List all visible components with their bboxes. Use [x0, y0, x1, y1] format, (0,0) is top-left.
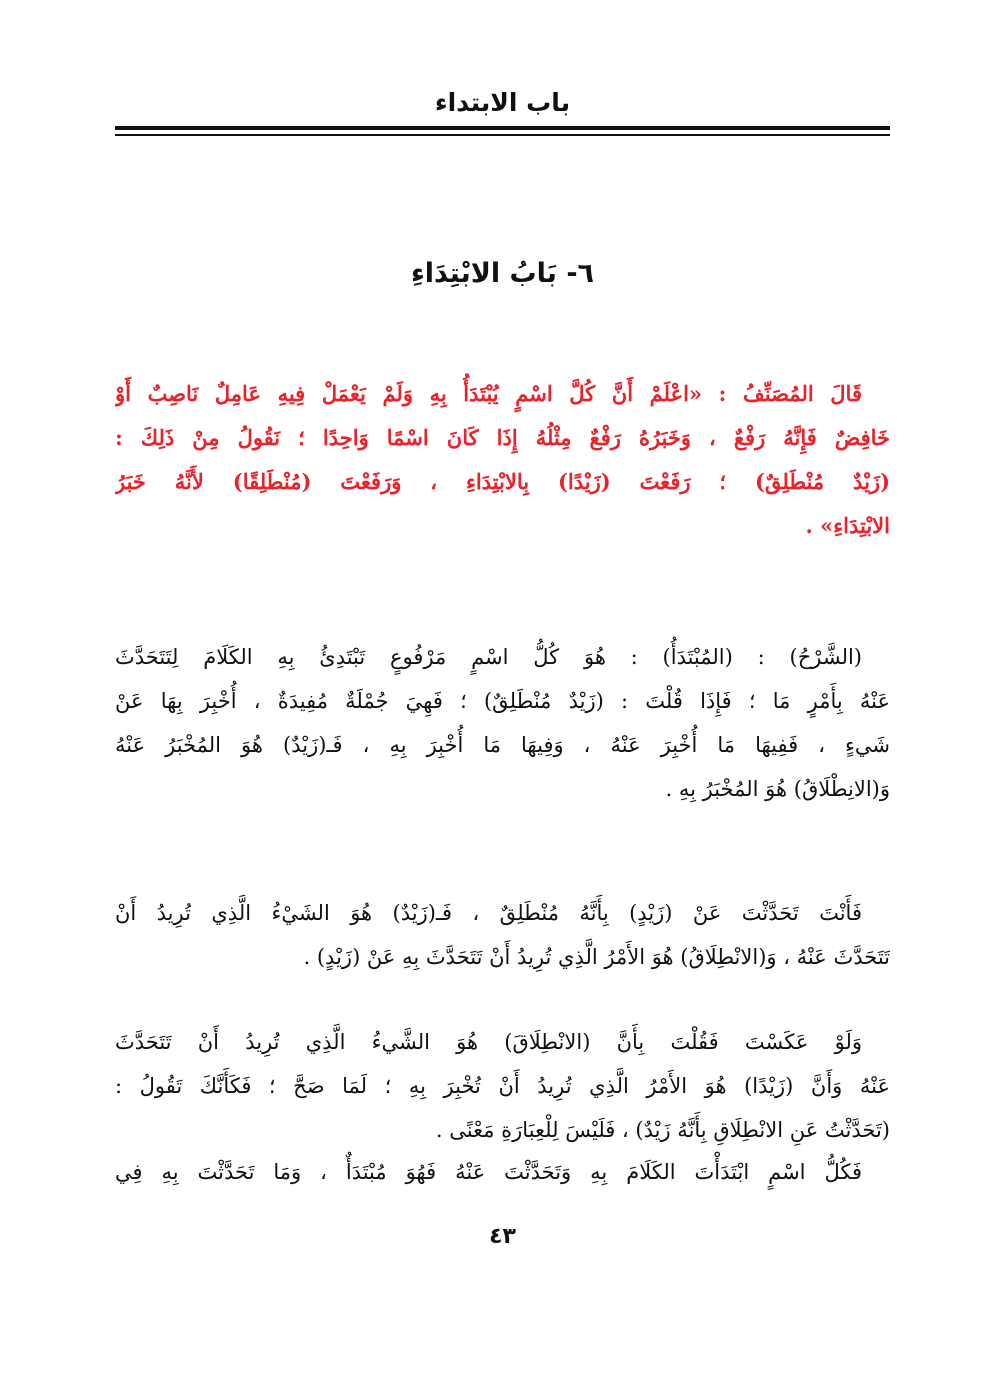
quote-line: قَالَ المُصَنِّفُ : «اعْلَمْ أَنَّ كُلَّ اسْمٍ يُبْتَدَأُ بِهِ وَلَمْ يَعْمَلْ فِيهِ عَامِلٌ نَاصِبٌ أَوْ	[115, 381, 862, 406]
paragraph-line: فَأَنْتَ تَحَدَّثْتَ عَنْ (زَيْدٍ) بِأَنَّهُ مُنْطَلِقٌ ، فَـ(زَيْدٌ) هُوَ الشَيْءُ الَّذِي تُرِيدُ أَنْ	[115, 901, 862, 925]
paragraph-line: وَلَوْ عَكَسْتَ فَقُلْتَ بِأَنَّ (الانْطِلَاقَ) هُوَ الشَّيءُ الَّذِي تُرِيدُ أَنْ تَتَحَدَّثَ	[115, 1030, 862, 1054]
quote-line: (زَيْدٌ مُنْطَلِقٌ) ؛ رَفَعْتَ (زَيْدًا) بِالابْتِدَاءِ ، وَرَفَعْتَ (مُنْطَلِقًا) لأَنَّهُ خَبَرُ	[115, 469, 890, 494]
commentary-paragraph	[115, 891, 890, 979]
quote-line: الابْتِدَاءِ» .	[805, 513, 890, 538]
author-quote	[115, 372, 890, 548]
paragraph-line: تَتَحَدَّثَ عَنْهُ ، وَ(الانْطِلَاقُ) هُوَ الأَمْرُ الَّذِي تُرِيدُ أَنْ تَتَحَدَّثَ بِهِ عَنْ (زَيْدٍ) .	[303, 945, 890, 969]
commentary-paragraph	[115, 635, 890, 811]
paragraph-line: (تَحَدَّثْتُ عَنِ الانْطِلَاقِ بِأَنَّهُ زَيْدٌ) ، فَلَيْسَ لِلْعِبَارَةِ مَعْنًى .	[435, 1118, 890, 1142]
commentary-paragraph	[115, 1020, 890, 1152]
header-rule-thick	[115, 126, 890, 130]
paragraph-line: شَيءٍ ، فَفِيهَا مَا أُخْبِرَ عَنْهُ ، وَفِيهَا مَا أُخْبِرَ بِهِ ، فَـ(زَيْدٌ) هُوَ المُخْبَرُ عَنْهُ	[115, 733, 890, 757]
quote-line: خَافِضٌ فَإِنَّهُ رَفْعٌ ، وَخَبَرُهُ رَفْعٌ مِثْلُهُ إِذَا كَانَ اسْمًا وَاحِدًا ؛ نَقُولُ مِنْ ذَلِكَ :	[115, 425, 890, 450]
paragraph-line: عَنْهُ بِأَمْرٍ مَا ؛ فَإِذَا قُلْتَ : (زَيْدٌ مُنْطَلِقٌ) ؛ فَهِيَ جُمْلَةٌ مُفِيدَةٌ ، أُخْبِرَ بِهَا عَنْ	[115, 689, 890, 713]
paragraph-line: وَ(الانِطْلَاقُ) هُوَ المُخْبَرُ بِهِ .	[665, 777, 890, 801]
header-rule-thin	[115, 134, 890, 136]
paragraph-line: عَنْهُ وَأَنَّ (زَيْدًا) هُوَ الأَمْرُ الَّذِي تُرِيدُ أَنْ تُخْبِرَ بِهِ ؛ لَمَا صَحَّ ؛ فَكَأَنَّكَ تَقُولُ :	[115, 1074, 890, 1098]
page-number: ٤٣	[489, 1224, 516, 1249]
chapter-title: ٦- بَابُ الابْتِدَاءِ	[410, 258, 595, 289]
paragraph-line: (الشَّرْحُ) : (المُبْتَدَأُ) : هُوَ كُلُّ اسْمٍ مَرْفُوعٍ تَبْتَدِئُ بِهِ الكَلَامَ لِتَتَحَدَّثَ	[115, 645, 862, 669]
running-header-title: باب الابتداء	[434, 88, 571, 117]
paragraph-line: فَكُلُّ اسْمٍ ابْتَدَأْتَ الكَلَامَ بِهِ وَتَحَدَّثْتَ عَنْهُ فَهُوَ مُبْتَدَأٌ ، وَمَا تَحَدَّثْتَ بِهِ فِي	[115, 1160, 862, 1184]
commentary-paragraph	[115, 1150, 890, 1194]
